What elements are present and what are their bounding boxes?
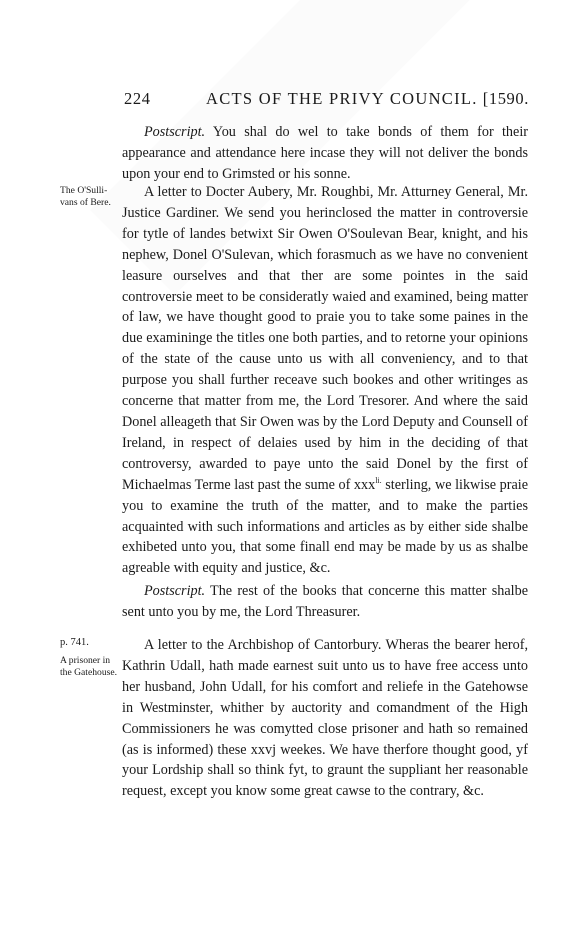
postscript-label: Postscript. bbox=[144, 583, 206, 599]
postscript-text: You shal do wel to take bonds of them for their appearance and attendance here incase they will not deliver the bonds upon your end to Grimsted or his sonne. bbox=[122, 124, 528, 182]
pounds-superscript: li. bbox=[375, 475, 382, 485]
postscript-paragraph-2 bbox=[122, 581, 528, 623]
letter-paragraph-aubery bbox=[122, 182, 528, 579]
header-year: [1590. bbox=[482, 89, 529, 108]
page-number: 224 bbox=[124, 89, 151, 108]
letter-text: A letter to the Archbishop of Cantorbury. Wheras the bearer herof, Kathrin Udall, hath made earnest suit unto us to have free access unto her husband, John Udall, for his comfort and reliefe in the Gatehowse in Westminster, whither by auctority and comandment of the High Commissioners he was comytted close prisoner and hath so remained (as is informed) these xxvj weekes. We have therfore thought good, yf your Lordship shall so think fyt, to graunt the suppliant her reasonable request, except you know some great cawse to the contrary, &c. bbox=[122, 637, 528, 800]
letter-text-part2: sterling, we likwise praie you to examine the truth of the matter, and to make the parties acquainted with such informations and articles as by either side shalbe exhibeted unto you, that some finall end may be made by us as shalbe agreable with equity and justice, &c. bbox=[122, 476, 529, 577]
margin-note-page-ref: p. 741. bbox=[60, 637, 89, 648]
margin-note-prisoner: A prisoner in the Gatehouse. bbox=[60, 655, 118, 678]
letter-text-part1: A letter to Docter Aubery, Mr. Roughbi, Mr. Atturney General, Mr. Justice Gardiner. We send you herinclosed the matter in controversie for tytle of landes betwixt Sir Owen O'Soulevan Bear, knight, and his nephew, Donel O'Sulevan, which forasmuch as we have no convenient leasure ourselves and that ther are some pointes in the said controversie meet to be consideratly waied and examined, being matter of law, we have thought good to praie you to take some paines in the due examininge the titles one both parties, and to retorne your opinions of the state of the cause unto us with all conveniency, and to that purpose you shall further receave such bookes and other writinges as concerne that matter from me, the Lord Tresorer. And where the said Donel alleageth that Sir Owen was by the Lord Deputy and Counsell of Ireland, in respect of delaies used by him in the deciding of that controversy, awarded to paye unto the said Donel by the first of Michaelmas Terme last past the sume of xxx bbox=[122, 184, 528, 493]
letter-paragraph-archbishop bbox=[122, 635, 528, 802]
running-title: ACTS OF THE PRIVY COUNCIL. bbox=[206, 89, 478, 108]
postscript-label: Postscript. bbox=[144, 124, 206, 140]
running-header bbox=[124, 89, 529, 111]
postscript-paragraph-1 bbox=[122, 122, 528, 185]
margin-note-osullivans: The O'Sulli-vans of Bere. bbox=[60, 185, 111, 208]
postscript-text: The rest of the books that concerne this matter shalbe sent unto you by me, the Lord Threasurer. bbox=[122, 583, 528, 620]
